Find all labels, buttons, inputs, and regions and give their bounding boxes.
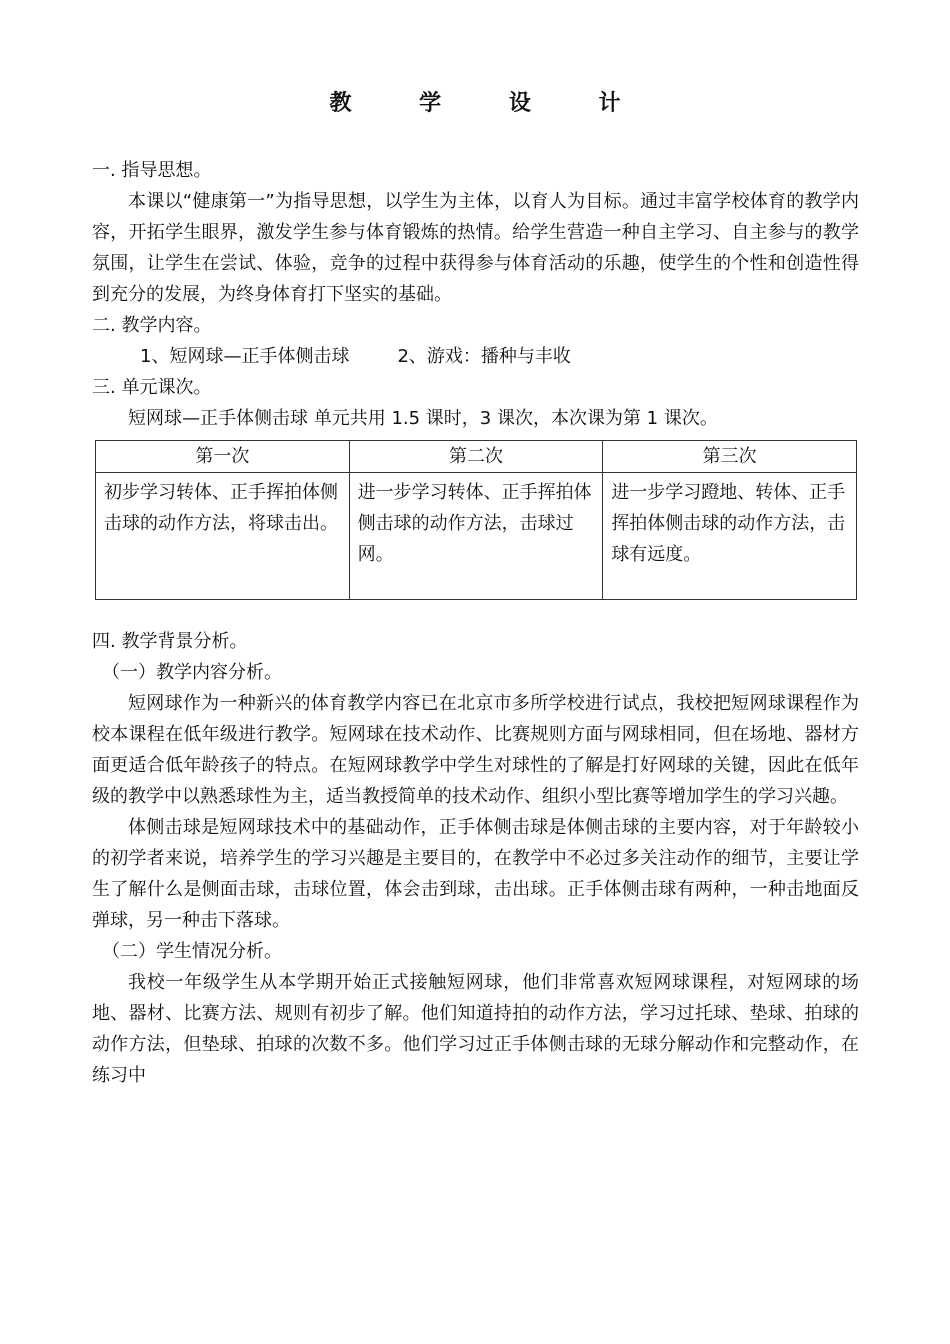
table-cell: 进一步学习蹬地、转体、正手挥拍体侧击球的动作方法，击球有远度。 xyxy=(603,473,857,600)
content-items xyxy=(92,341,859,372)
document-body xyxy=(92,155,859,1091)
section-4-paragraph-3: 我校一年级学生从本学期开始正式接触短网球，他们非常喜欢短网球课程，对短网球的场地、器材、比赛方法、规则有初步了解。他们知道持拍的动作方法，学习过托球、垫球、拍球的动作方法，但垫球、拍球的次数不多。他们学习过正手体侧击球的无球分解动作和完整动作，在练习中 xyxy=(92,972,859,1086)
document-title: 教 学 设 计 xyxy=(329,91,651,116)
lesson-plan-table xyxy=(95,440,857,600)
table-header-cell: 第一次 xyxy=(96,441,350,473)
section-1-paragraph: 本课以“健康第一”为指导思想，以学生为主体，以育人为目标。通过丰富学校体育的教学内容，开拓学生眼界，激发学生参与体育锻炼的热情。给学生营造一种自主学习、自主参与的教学氛围，让学生在尝试、体验，竞争的过程中获得参与体育活动的乐趣，使学生的个性和创造性得到充分的发展，为终身体育打下坚实的基础。 xyxy=(92,191,859,305)
section-3-heading: 三. 单元课次。 xyxy=(92,377,212,398)
table-header-cell: 第二次 xyxy=(349,441,603,473)
content-item-1: 1、短网球—正手体侧击球 xyxy=(140,346,350,367)
subsection-2-heading: （二）学生情况分析。 xyxy=(102,941,282,962)
section-4-heading: 四. 教学背景分析。 xyxy=(92,631,248,652)
section-3-paragraph: 短网球—正手体侧击球 单元共用 1.5 课时，3 课次，本次课为第 1 课次。 xyxy=(128,408,718,429)
section-4-paragraph-2: 体侧击球是短网球技术中的基础动作，正手体侧击球是体侧击球的主要内容，对于年龄较小的初学者来说，培养学生的学习兴趣是主要目的，在教学中不必过多关注动作的细节，主要让学生了解什么是侧面击球，击球位置，体会击到球，击出球。正手体侧击球有两种，一种击地面反弹球，另一种击下落球。 xyxy=(92,817,859,931)
table-header-cell: 第三次 xyxy=(603,441,857,473)
table-cell: 进一步学习转体、正手挥拍体侧击球的动作方法，击球过网。 xyxy=(349,473,603,600)
table-row xyxy=(96,473,857,600)
section-4-paragraph-1: 短网球作为一种新兴的体育教学内容已在北京市多所学校进行试点，我校把短网球课程作为校本课程在低年级进行教学。短网球在技术动作、比赛规则方面与网球相同，但在场地、器材方面更适合低年龄孩子的特点。在短网球教学中学生对球性的了解是打好网球的关键，因此在低年级的教学中以熟悉球性为主，适当教授简单的技术动作、组织小型比赛等增加学生的学习兴趣。 xyxy=(92,693,859,807)
section-2-heading: 二. 教学内容。 xyxy=(92,315,212,336)
section-1-heading: 一. 指导思想。 xyxy=(92,160,212,181)
content-item-2: 2、游戏：播种与丰收 xyxy=(397,346,571,367)
table-header-row xyxy=(96,441,857,473)
table-cell: 初步学习转体、正手挥拍体侧击球的动作方法，将球击出。 xyxy=(96,473,350,600)
subsection-1-heading: （一）教学内容分析。 xyxy=(102,662,282,683)
spacer xyxy=(92,600,859,626)
